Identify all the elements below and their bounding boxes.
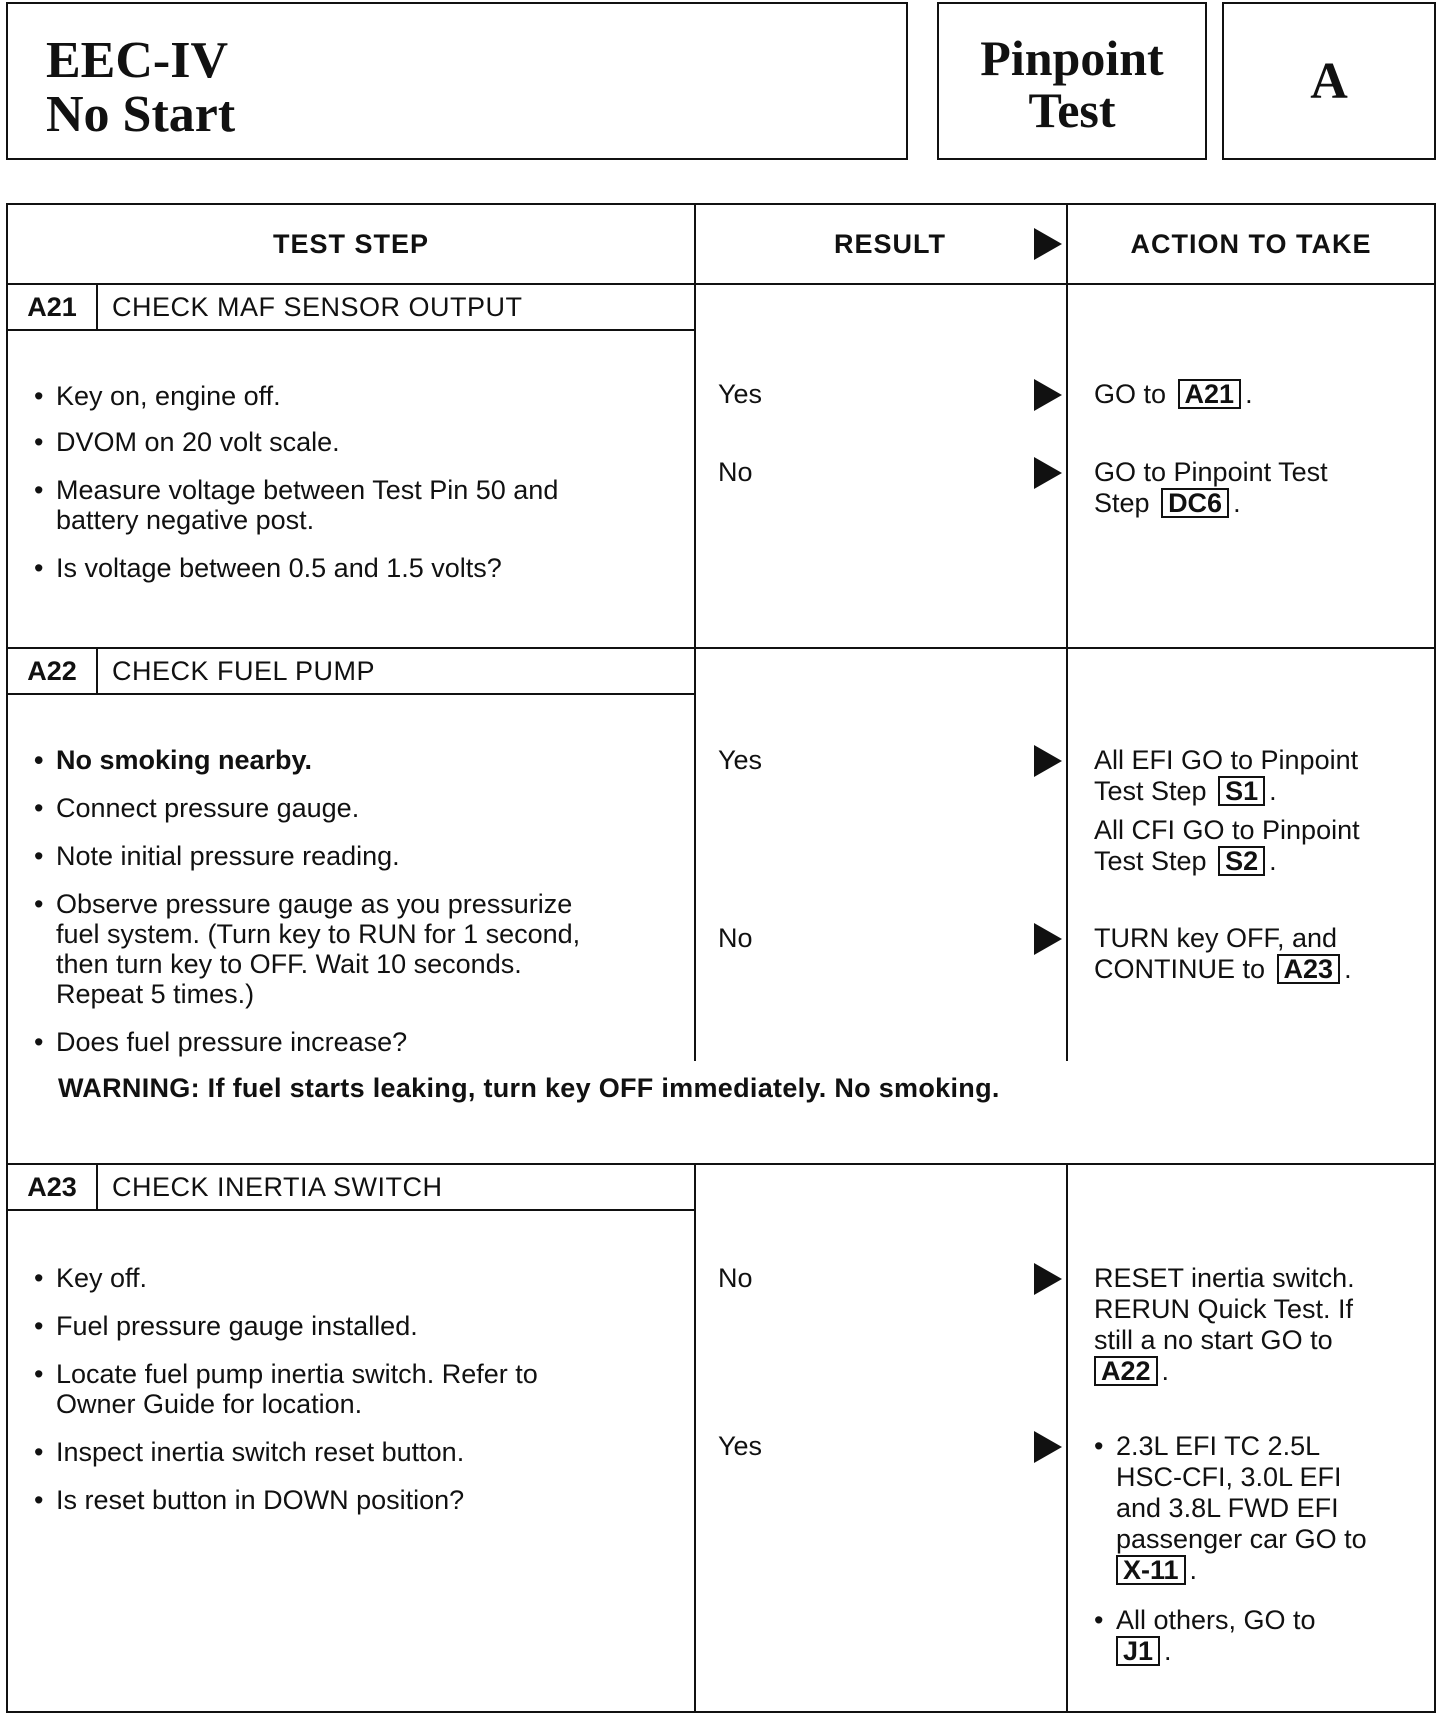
warning-text: WARNING: If fuel starts leaking, turn key OFF immediately. No smoking.: [58, 1073, 1000, 1103]
bullet-icon: •: [34, 1027, 44, 1057]
arrow-icon: [1034, 1263, 1062, 1295]
step-name: CHECK INERTIA SWITCH: [112, 1172, 443, 1202]
bullet-icon: •: [34, 793, 44, 823]
bullet-icon: •: [34, 1263, 44, 1293]
step-ref[interactable]: J1: [1116, 1636, 1160, 1666]
header-test-box: [937, 2, 1207, 160]
list-item: • Does fuel pressure increase?: [34, 1027, 408, 1057]
action-text: GO to A21 .: [1094, 379, 1253, 409]
list-item: • Fuel pressure gauge installed.: [34, 1311, 418, 1341]
column-divider-1: [694, 205, 696, 1711]
step-ref[interactable]: A21: [1178, 379, 1242, 409]
bullet-icon: •: [34, 1359, 44, 1389]
step-id: A22: [8, 649, 98, 693]
system-title-line2: No Start: [46, 86, 236, 143]
bullet-icon: •: [34, 1485, 44, 1515]
result-yes: Yes: [718, 1431, 763, 1461]
list-item: • Locate fuel pump inertia switch. Refer to: [34, 1359, 538, 1389]
system-title: [46, 34, 235, 142]
column-header-action: ACTION TO TAKE: [1130, 228, 1372, 259]
list-item: • Key off.: [34, 1263, 148, 1293]
step-ref[interactable]: X-11: [1116, 1555, 1186, 1585]
action-bullet: • 2.3L EFI TC 2.5L HSC-CFI, 3.0L EFI and 3.8L FWD EFI passenger car GO to X-11 .: [1094, 1431, 1367, 1585]
step-ref[interactable]: A22: [1094, 1356, 1158, 1386]
list-item: • Inspect inertia switch reset button.: [34, 1437, 465, 1467]
bullet-icon: •: [34, 1437, 44, 1467]
test-title: [939, 32, 1205, 136]
step-header-a21: [8, 285, 694, 331]
step-name: CHECK MAF SENSOR OUTPUT: [112, 292, 523, 322]
step-ref[interactable]: S1: [1218, 776, 1265, 806]
bullet-icon: •: [34, 381, 44, 411]
bullet-icon: •: [34, 889, 44, 919]
bullet-icon: •: [34, 553, 44, 583]
list-item: • Is voltage between 0.5 and 1.5 volts?: [34, 553, 502, 583]
action-text: GO to Pinpoint Test Step DC6 .: [1094, 457, 1328, 518]
list-item: • Note initial pressure reading.: [34, 841, 400, 871]
list-item: • Observe pressure gauge as you pressurize: [34, 889, 573, 919]
step-header-a22: [8, 649, 694, 695]
column-divider-2: [1066, 205, 1068, 1711]
list-item-continuation: Repeat 5 times.): [56, 979, 255, 1009]
test-title-line1: Pinpoint: [980, 30, 1164, 86]
action-bullet: • All others, GO to J1 .: [1094, 1605, 1316, 1666]
bullet-icon: •: [34, 427, 44, 457]
result-no: No: [718, 457, 753, 487]
list-item-continuation: then turn key to OFF. Wait 10 seconds.: [56, 949, 522, 979]
bullet-icon: •: [34, 1311, 44, 1341]
list-item-continuation: Owner Guide for location.: [56, 1389, 363, 1419]
step-ref[interactable]: A23: [1277, 954, 1341, 984]
header-id-box: [1222, 2, 1436, 160]
bullet-icon: •: [34, 841, 44, 871]
arrow-icon: [1034, 228, 1062, 260]
result-yes: Yes: [718, 745, 763, 775]
test-table: [6, 203, 1436, 1713]
action-text: RESET inertia switch. RERUN Quick Test. If still a no start GO to A22 .: [1094, 1263, 1355, 1386]
step-id: A21: [8, 285, 98, 329]
test-id: A: [1310, 53, 1348, 110]
step-name: CHECK FUEL PUMP: [112, 656, 376, 686]
step-id: A23: [8, 1165, 98, 1209]
system-title-line1: EEC-IV: [46, 32, 229, 89]
test-title-line2: Test: [1028, 82, 1116, 138]
result-no: No: [718, 923, 753, 953]
arrow-icon: [1034, 457, 1062, 489]
action-text: TURN key OFF, and CONTINUE to A23 .: [1094, 923, 1352, 984]
list-item: • Key on, engine off.: [34, 381, 281, 411]
result-yes: Yes: [718, 379, 763, 409]
list-item-continuation: fuel system. (Turn key to RUN for 1 second,: [56, 919, 581, 949]
arrow-icon: [1034, 923, 1062, 955]
list-item: • Connect pressure gauge.: [34, 793, 360, 823]
list-item: • DVOM on 20 volt scale.: [34, 427, 340, 457]
step-ref[interactable]: S2: [1218, 846, 1265, 876]
arrow-icon: [1034, 745, 1062, 777]
header-system-box: [6, 2, 908, 160]
list-item: • Is reset button in DOWN position?: [34, 1485, 465, 1515]
list-item: • Measure voltage between Test Pin 50 and: [34, 475, 559, 505]
arrow-icon: [1034, 1431, 1062, 1463]
result-no: No: [718, 1263, 753, 1293]
column-header-result: RESULT: [834, 228, 946, 259]
list-item-continuation: battery negative post.: [56, 505, 315, 535]
column-header-test-step: TEST STEP: [272, 228, 430, 259]
bullet-icon: •: [1094, 1605, 1104, 1635]
step-ref[interactable]: DC6: [1161, 488, 1229, 518]
bullet-icon: •: [1094, 1431, 1104, 1461]
bullet-icon: •: [34, 745, 44, 775]
list-item: • No smoking nearby.: [34, 745, 313, 775]
arrow-icon: [1034, 379, 1062, 411]
action-text: All EFI GO to Pinpoint Test Step S1 . All CFI GO to Pinpoint Test Step S2 .: [1094, 745, 1360, 876]
bullet-icon: •: [34, 475, 44, 505]
step-header-a23: [8, 1165, 694, 1211]
